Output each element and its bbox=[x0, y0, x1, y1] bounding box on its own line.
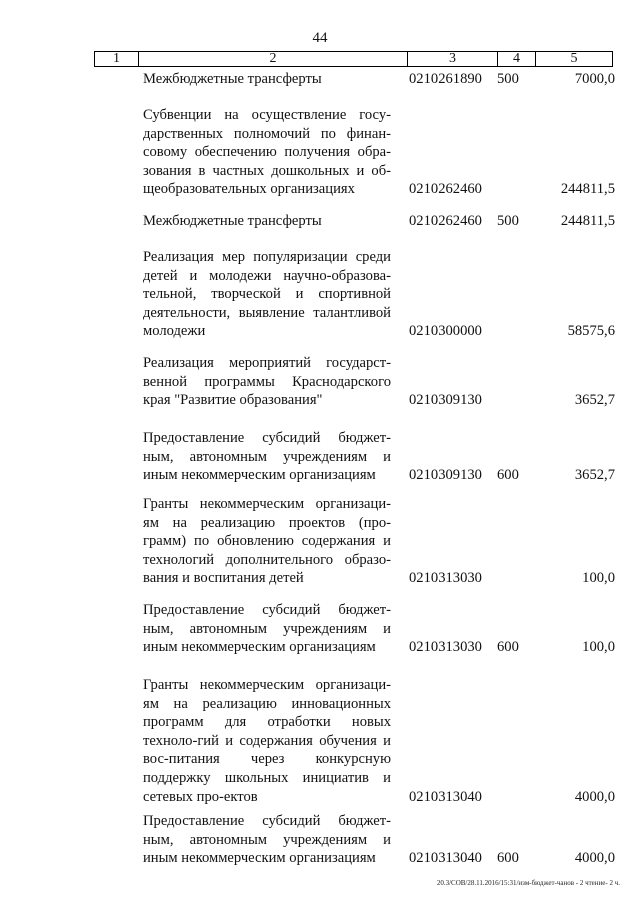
row-amount: 100,0 bbox=[582, 639, 615, 656]
row-amount: 4000,0 bbox=[574, 850, 615, 867]
row-vr: 600 bbox=[497, 467, 519, 484]
row-code: 0210313030 bbox=[409, 639, 482, 656]
row-amount: 3652,7 bbox=[574, 392, 615, 409]
footer-note: 20.3/СОВ/28.11.2016/15:31/изм-бюджет-чанов - 2 чтение- 2 ч. bbox=[436, 879, 620, 887]
row-amount: 244811,5 bbox=[560, 181, 615, 198]
row-code: 0210313040 bbox=[409, 850, 482, 867]
row-amount: 244811,5 bbox=[560, 213, 615, 229]
table-header bbox=[94, 51, 613, 67]
row-name: Субвенции на осуществление госу-дарственных полномочий по финан-совому обеспечению получения обра-зования в частных дошкольных и об-щеобразовательных организациях bbox=[143, 107, 391, 198]
row-name: Гранты некоммерческим организаци-ям на реализацию инновационных программ для отработки новых техноло-гий и содержания обучения и вос-питания через конкурсную поддержку школьных инициатив и сетевых про-ектов bbox=[143, 677, 391, 805]
row-vr: 500 bbox=[497, 71, 519, 87]
row-code: 0210262460 bbox=[409, 213, 482, 229]
row-amount: 7000,0 bbox=[574, 71, 615, 87]
row-amount: 58575,6 bbox=[567, 323, 615, 340]
header-col-2: 2 bbox=[139, 52, 408, 66]
row-name: Межбюджетные трансферты bbox=[143, 213, 322, 229]
row-vr: 500 bbox=[497, 213, 519, 229]
row-code: 0210261890 bbox=[409, 71, 482, 87]
row-name: Реализация мероприятий государст-венной программы Краснодарского края "Развитие образования" bbox=[143, 355, 391, 409]
row-amount: 4000,0 bbox=[574, 788, 615, 805]
row-amount: 3652,7 bbox=[574, 467, 615, 484]
row-code: 0210313030 bbox=[409, 570, 482, 587]
row-amount: 100,0 bbox=[582, 570, 615, 587]
row-code: 0210262460 bbox=[409, 181, 482, 198]
row-name: Гранты некоммерческим организаци-ям на реализацию проектов (про-грамм) по обновлению содержания и технологий дополнительного образо-вания и воспитания детей bbox=[143, 496, 391, 587]
header-col-4: 4 bbox=[498, 52, 536, 66]
row-name: Предоставление субсидий бюджет-ным, автономным учреждениям и иным некоммерческим организациям bbox=[143, 602, 391, 656]
row-code: 0210309130 bbox=[409, 467, 482, 484]
page-number: 44 bbox=[312, 30, 328, 46]
row-name: Предоставление субсидий бюджет-ным, автономным учреждениям и иным некоммерческим организациям bbox=[143, 813, 391, 867]
row-code: 0210313040 bbox=[409, 788, 482, 805]
row-name: Межбюджетные трансферты bbox=[143, 71, 322, 87]
row-code: 0210309130 bbox=[409, 392, 482, 409]
row-vr: 600 bbox=[497, 850, 519, 867]
header-col-1: 1 bbox=[95, 52, 139, 66]
row-name: Предоставление субсидий бюджет-ным, автономным учреждениям и иным некоммерческим организациям bbox=[143, 430, 391, 484]
row-code: 0210300000 bbox=[409, 323, 482, 340]
row-name: Реализация мер популяризации среди детей и молодежи научно-образова-тельной, творческой и спортивной деятельности, выявление талантливой молодежи bbox=[143, 249, 391, 340]
header-col-3: 3 bbox=[408, 52, 498, 66]
header-col-5: 5 bbox=[570, 51, 578, 66]
row-vr: 600 bbox=[497, 639, 519, 656]
